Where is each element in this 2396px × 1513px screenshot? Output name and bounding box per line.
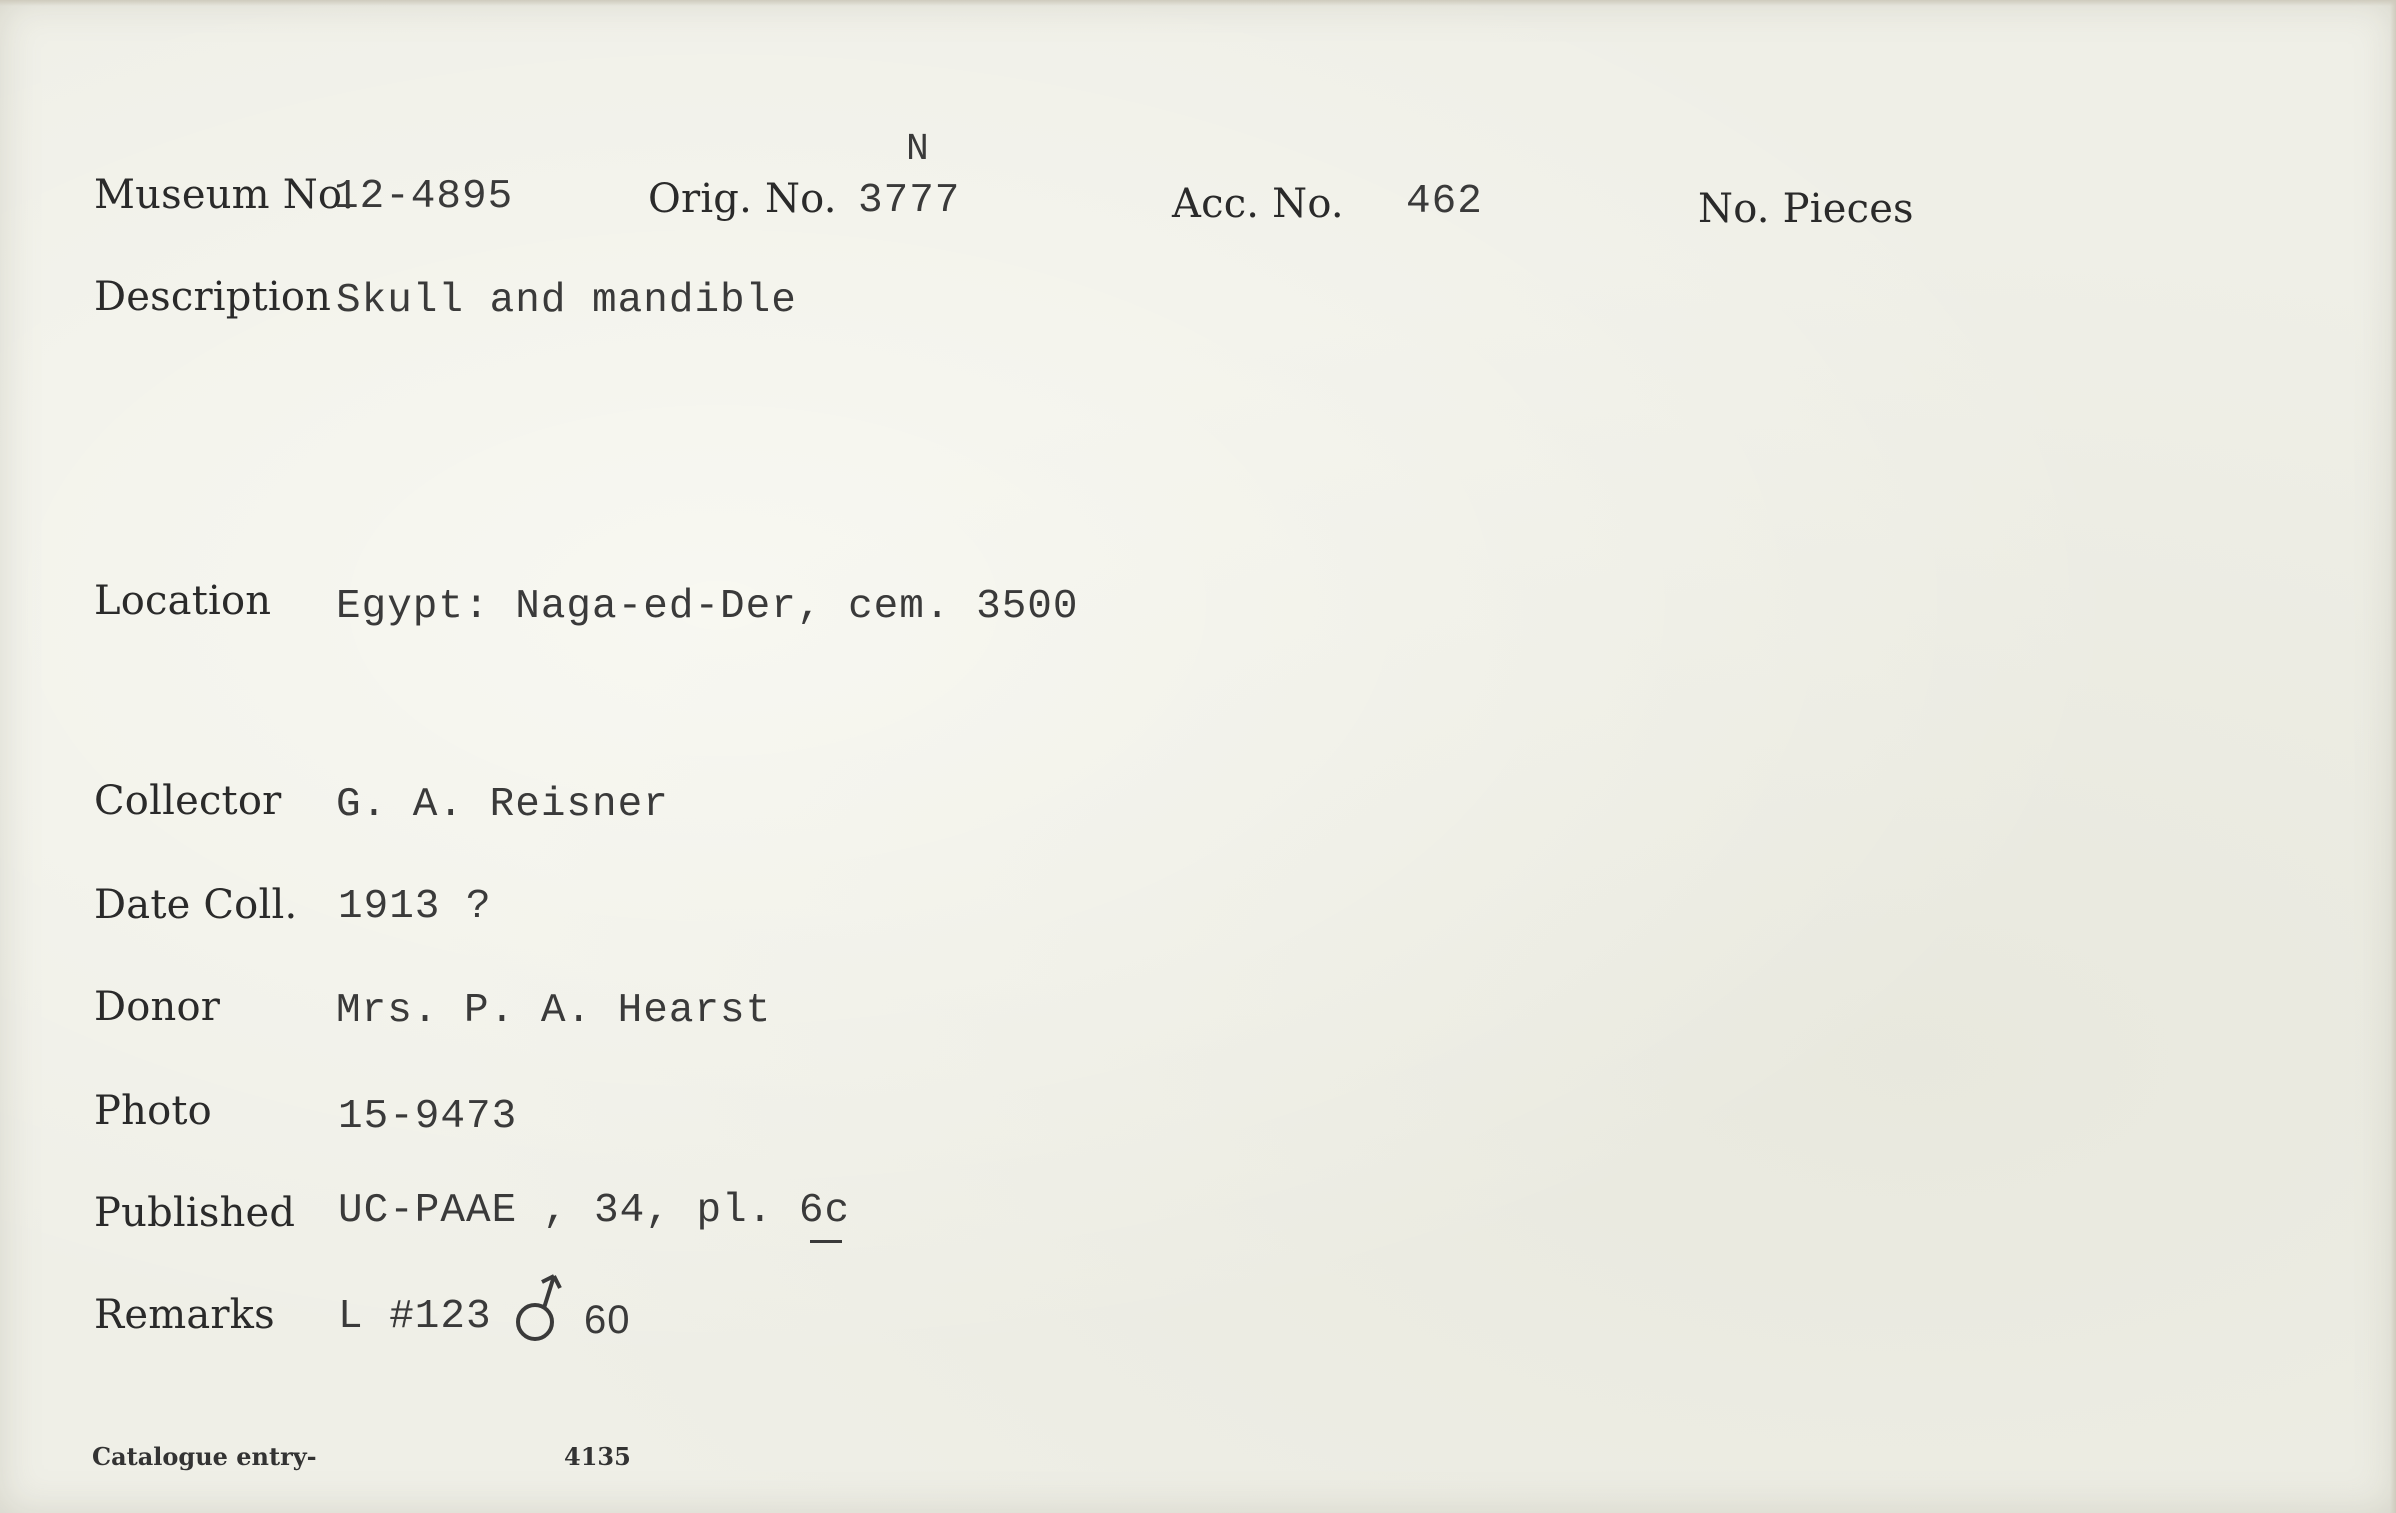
orig-no-value: 3777: [858, 178, 961, 224]
remarks-prefix: L #123: [338, 1294, 492, 1340]
published-underline: [810, 1240, 842, 1243]
collector-label: Collector: [94, 778, 282, 824]
remarks-label: Remarks: [94, 1292, 275, 1338]
remarks-suffix: 60: [584, 1298, 631, 1342]
donor-value: Mrs. P. A. Hearst: [336, 988, 772, 1034]
card-top-edge: [0, 0, 2396, 6]
location-value: Egypt: Naga-ed-Der, cem. 3500: [336, 584, 1079, 630]
orig-no-prefix: N: [906, 128, 930, 171]
catalogue-entry-label: Catalogue entry-: [92, 1442, 317, 1471]
photo-label: Photo: [94, 1088, 212, 1134]
donor-label: Donor: [94, 984, 221, 1030]
male-symbol-icon: [510, 1268, 570, 1348]
photo-value: 15-9473: [338, 1094, 518, 1140]
orig-no-label: Orig. No.: [648, 176, 837, 222]
museum-no-value: 12-4895: [334, 174, 514, 220]
acc-no-value: 462: [1406, 179, 1483, 225]
no-pieces-label: No. Pieces: [1698, 186, 1914, 232]
date-coll-label: Date Coll.: [94, 882, 298, 928]
catalogue-entry-value: 4135: [564, 1442, 631, 1471]
description-label: Description: [94, 274, 332, 320]
museum-no-label: Museum No.: [94, 172, 355, 218]
published-label: Published: [94, 1190, 296, 1236]
date-coll-value: 1913 ?: [338, 884, 492, 930]
location-label: Location: [94, 578, 272, 624]
description-value: Skull and mandible: [336, 278, 797, 324]
collector-value: G. A. Reisner: [336, 782, 669, 828]
acc-no-label: Acc. No.: [1172, 181, 1344, 227]
published-value: UC-PAAE , 34, pl. 6c: [338, 1188, 851, 1234]
card-right-edge: [2390, 0, 2396, 1513]
